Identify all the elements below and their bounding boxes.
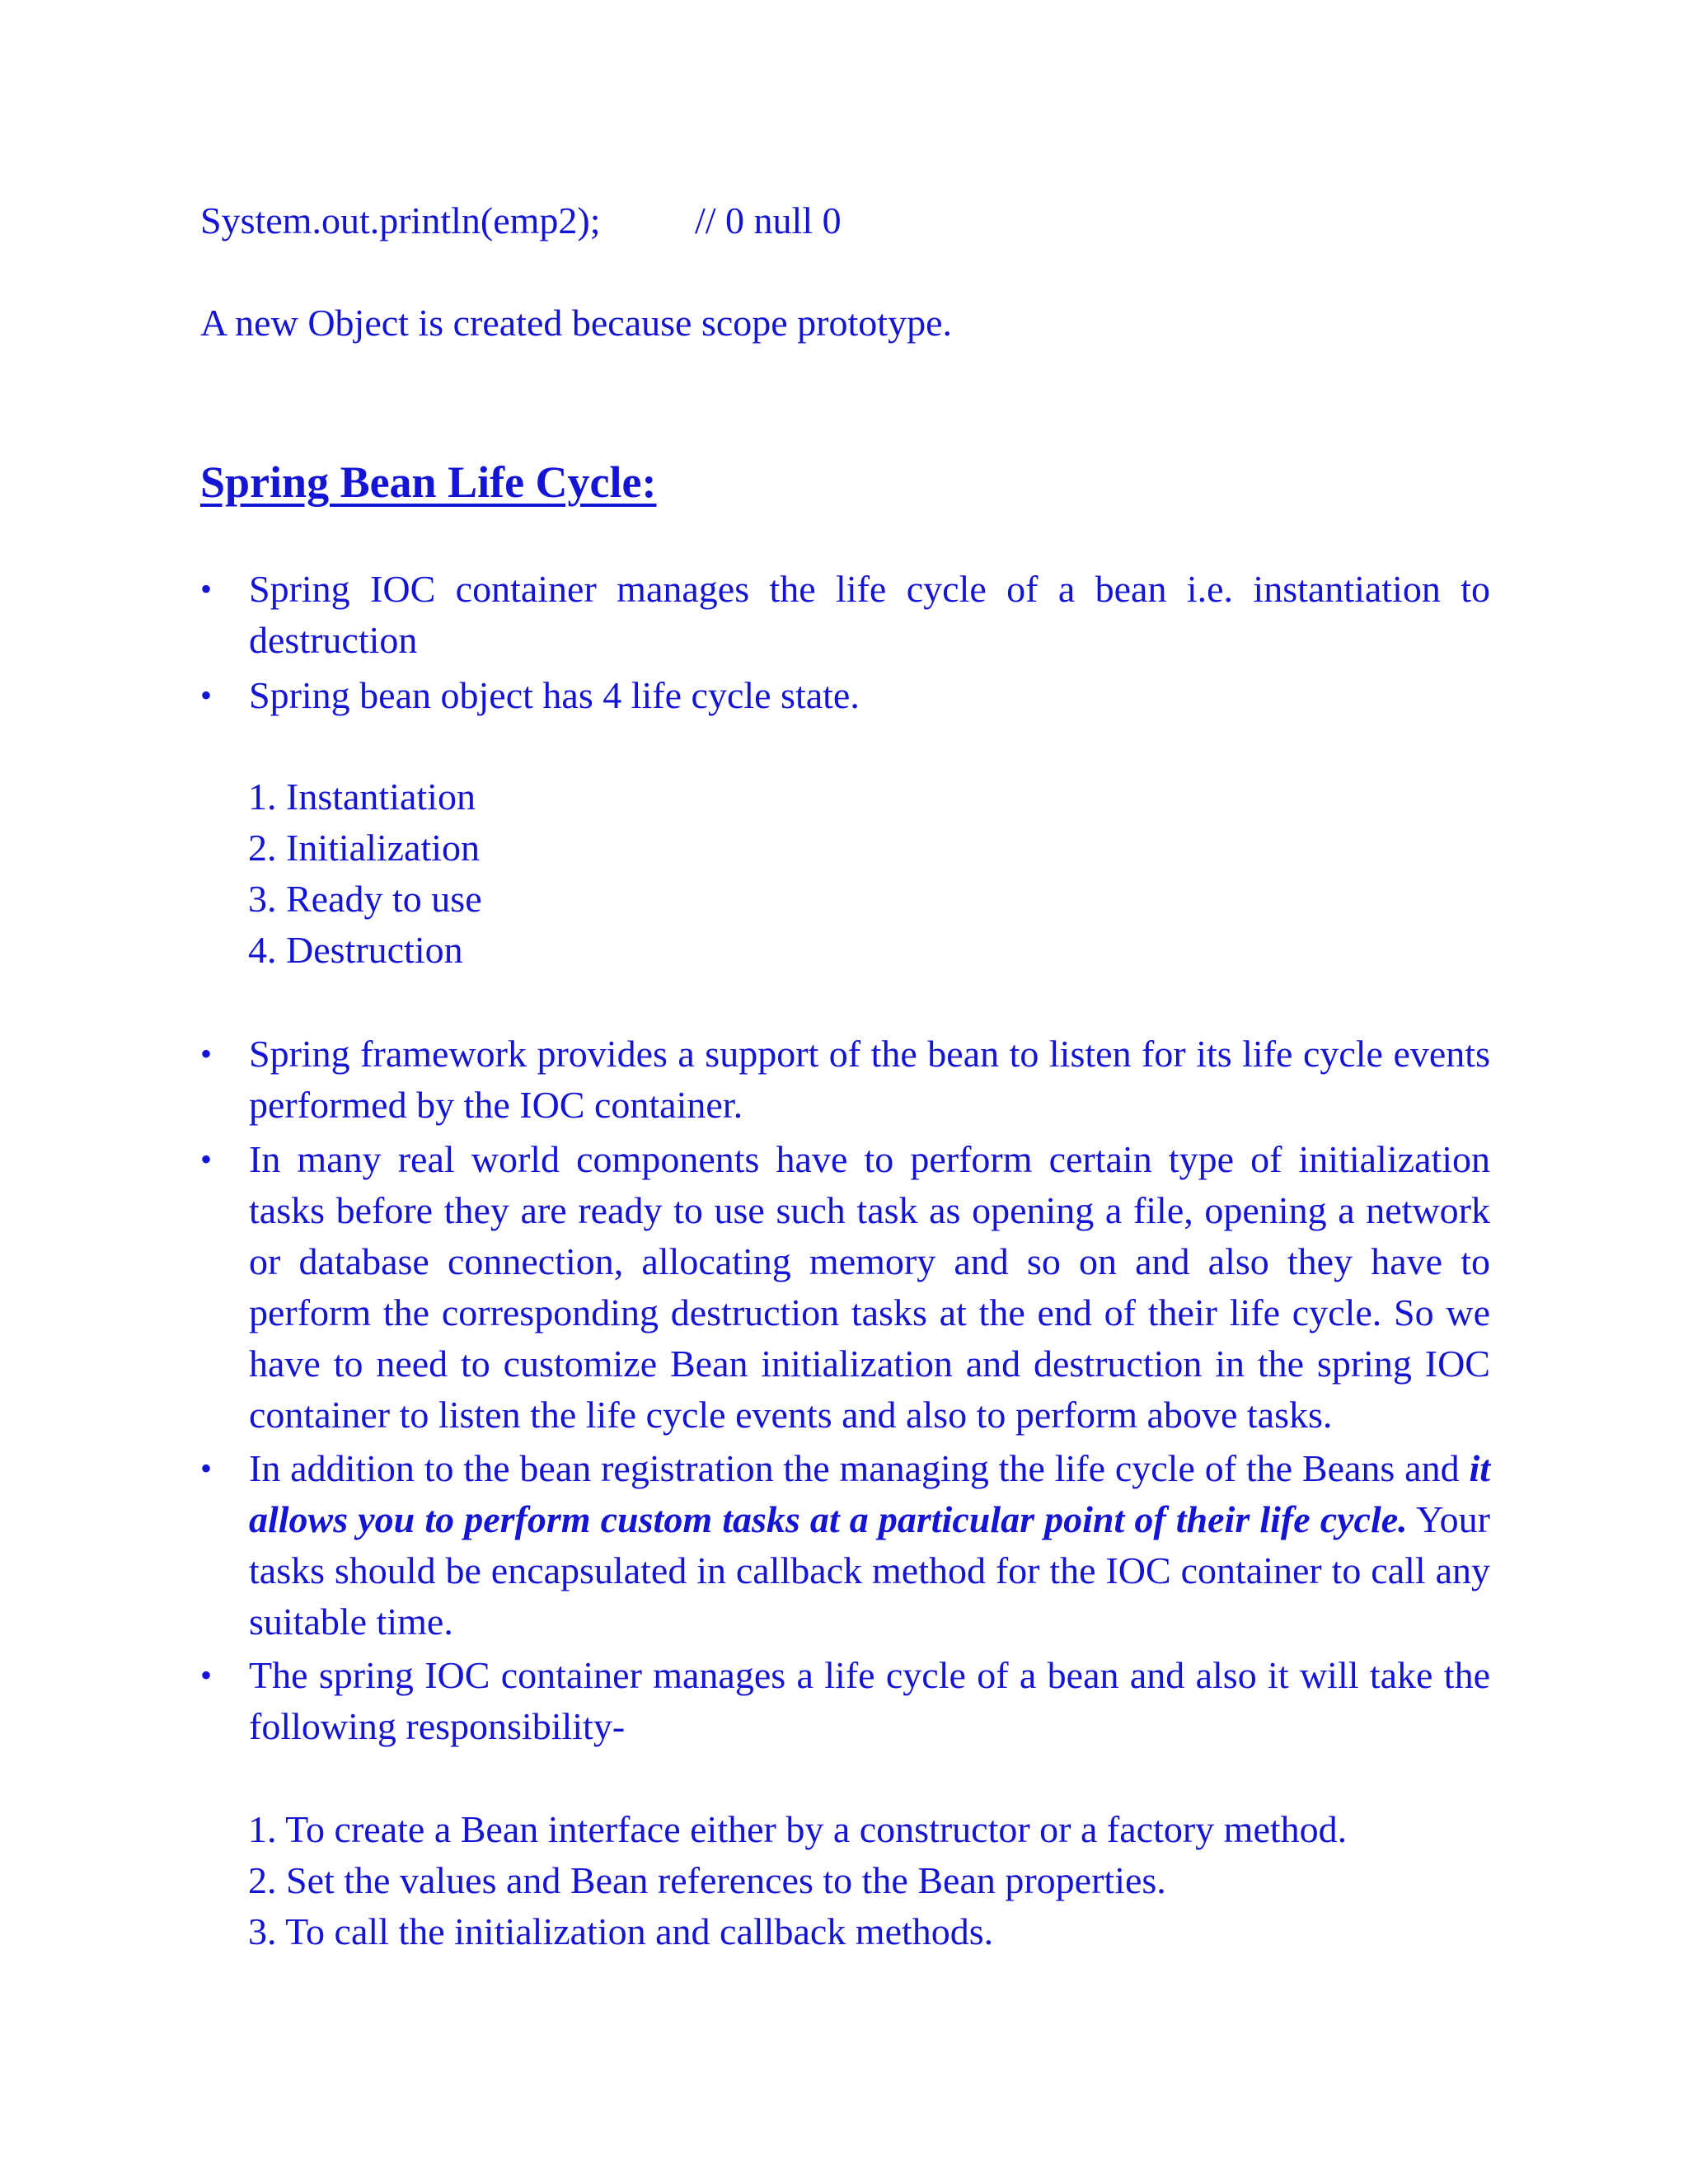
life-cycle-states-list (248, 771, 482, 976)
list-item: 3. Ready to use (248, 878, 482, 920)
list-item: 3. To call the initialization and callback methods. (248, 1910, 994, 1952)
bullet-item (200, 670, 1490, 721)
bullet-item (200, 1134, 1490, 1441)
bullet-icon: • (200, 677, 213, 714)
bullet-text-emphasis: it allows you to perform custom tasks at a particular point of their life cycle. (249, 1447, 1490, 1540)
bullet-item (200, 1029, 1490, 1131)
list-item: 1. To create a Bean interface either by a constructor or a factory method. (248, 1808, 1348, 1850)
bullet-text-start: In addition to the bean registration the managing the life cycle of the Beans and (249, 1447, 1460, 1489)
bullet-icon: • (200, 570, 213, 607)
list-item: 1. Instantiation (248, 776, 476, 818)
bullet-text: In many real world components have to perform certain type of initialization tasks before they are ready to use such task as opening a file, opening a network or database connection, allocating memory and so on and also they have to perform the corresponding destruction tasks at the end of their life cycle. So we have to need to customize Bean initialization and destruction in the spring IOC container to listen the life cycle events and also to perform above tasks. (249, 1138, 1490, 1436)
list-item: 2. Set the values and Bean references to the Bean properties. (248, 1859, 1166, 1901)
bullet-item (200, 564, 1490, 666)
bullet-icon: • (200, 1450, 213, 1487)
bullet-text: The spring IOC container manages a life cycle of a bean and also it will take the following responsibility- (249, 1654, 1490, 1747)
bullet-text: Spring framework provides a support of the bean to listen for its life cycle events performed by the IOC container. (249, 1033, 1490, 1126)
prototype-note: A new Object is created because scope prototype. (200, 302, 952, 344)
list-item: 2. Initialization (248, 827, 481, 869)
responsibilities-list (248, 1804, 1347, 1957)
bullet-text-end: Your tasks should be encapsulated in callback method for the IOC container to call any suitable time. (249, 1498, 1490, 1643)
code-line (200, 195, 842, 246)
list-item: 4. Destruction (248, 929, 463, 971)
code-statement: System.out.println(emp2); (200, 199, 601, 241)
section-heading: Spring Bean Life Cycle: (200, 457, 657, 507)
bullet-icon: • (200, 1141, 213, 1178)
bullet-text: Spring IOC container manages the life cycle of a bean i.e. instantiation to destruction (249, 568, 1490, 661)
bullet-text (249, 1443, 1490, 1647)
bullet-icon: • (200, 1035, 213, 1072)
bullet-text: Spring bean object has 4 life cycle state. (249, 674, 860, 716)
bullet-item (200, 1650, 1490, 1752)
bullet-icon: • (200, 1657, 213, 1694)
bullet-item (200, 1443, 1490, 1647)
code-comment: // 0 null 0 (695, 199, 842, 241)
